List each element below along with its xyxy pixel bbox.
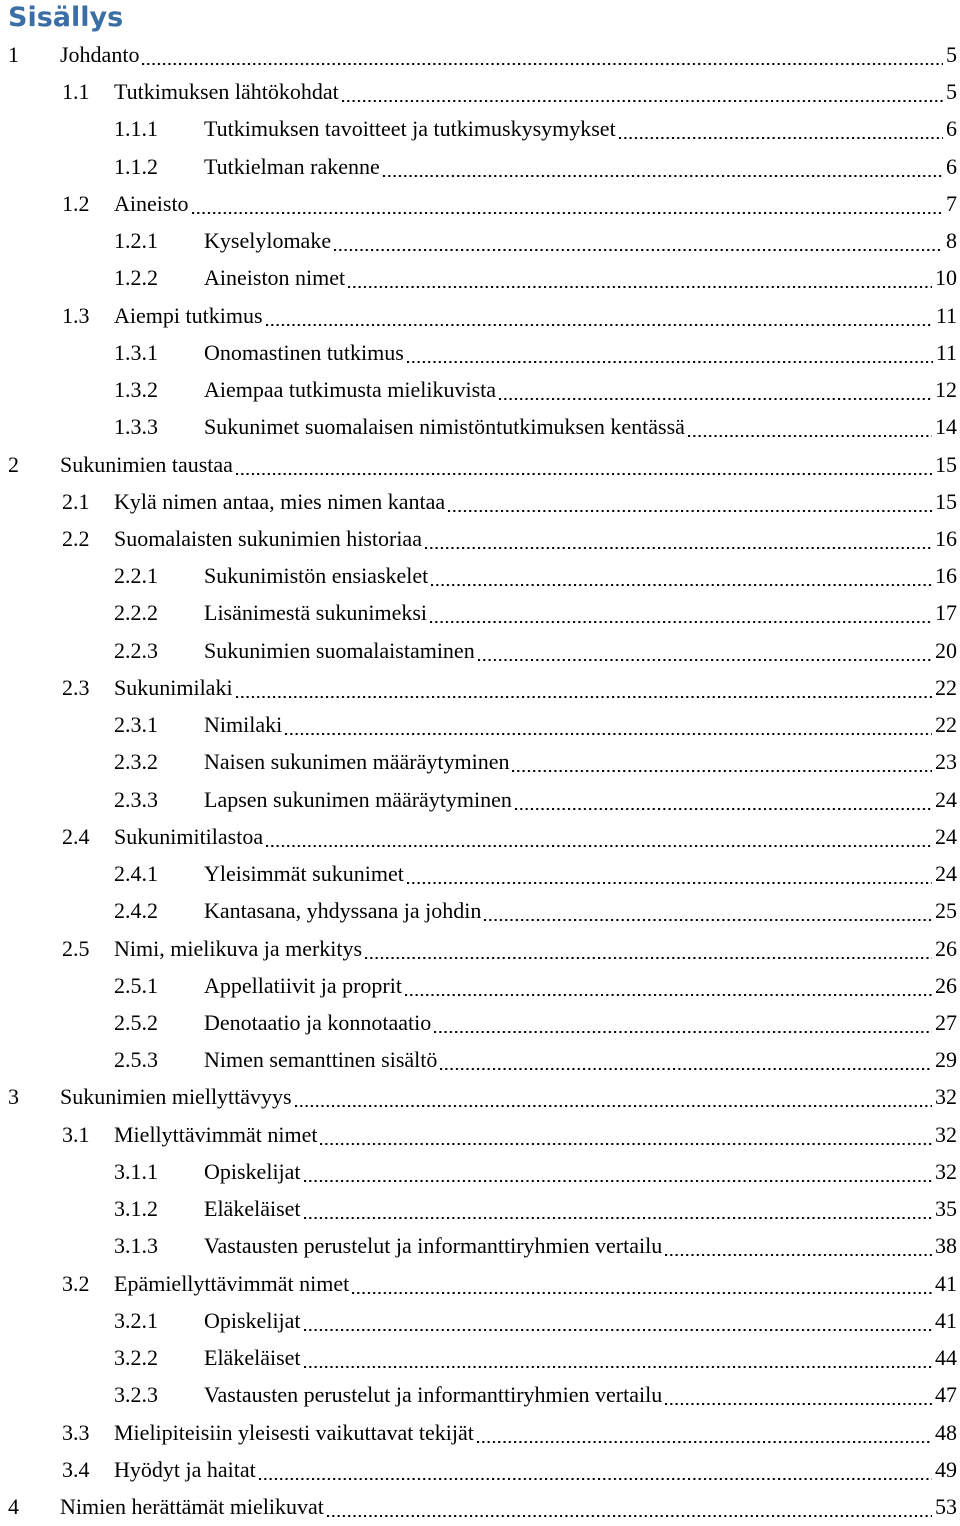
toc-entry[interactable]: [0, 446, 960, 484]
toc-entry-number: 1.3.1: [114, 339, 158, 365]
toc-entry[interactable]: [0, 1451, 960, 1489]
toc-entry[interactable]: [0, 781, 960, 819]
toc-entry-title: Lapsen sukunimen määräytyminen: [204, 786, 512, 812]
toc-entry-page: 24: [935, 823, 957, 849]
toc-entry-number: 1.3: [62, 302, 90, 328]
toc-entry-title: Epämiellyttävimmät nimet: [114, 1270, 350, 1296]
dot-leader: [327, 1515, 932, 1517]
toc-entry-title: Aineisto: [114, 190, 189, 216]
toc-entry[interactable]: [0, 818, 960, 856]
toc-entry-title: Vastausten perustelut ja informanttiryhmien vertailu: [204, 1233, 663, 1259]
toc-entry[interactable]: [0, 930, 960, 968]
toc-entry[interactable]: [0, 892, 960, 930]
dot-leader: [342, 100, 943, 102]
toc-entry-number: 3.1.2: [114, 1196, 158, 1222]
toc-entry[interactable]: [0, 259, 960, 297]
toc-entry[interactable]: [0, 855, 960, 893]
toc-entry[interactable]: [0, 1376, 960, 1414]
dot-leader: [259, 1478, 932, 1480]
dot-leader: [334, 249, 943, 251]
toc-entry-title: Sukunimet suomalaisen nimistöntutkimuksen kentässä: [204, 414, 685, 440]
toc-entry-title: Yleisimmät sukunimet: [204, 861, 404, 887]
toc-entry-page: 16: [935, 563, 957, 589]
toc-entry-page: 44: [935, 1345, 957, 1371]
dot-leader: [320, 1143, 932, 1145]
toc-entry[interactable]: [0, 1004, 960, 1042]
toc-entry-page: 22: [935, 674, 957, 700]
toc-entry-page: 17: [935, 600, 957, 626]
toc-entry-title: Eläkeläiset: [204, 1196, 301, 1222]
toc-entry[interactable]: [0, 1190, 960, 1228]
toc-entry-page: 24: [935, 861, 957, 887]
toc-entry-title: Aineiston nimet: [204, 265, 346, 291]
toc-entry-page: 32: [935, 1084, 957, 1110]
dot-leader: [688, 435, 932, 437]
dot-leader: [295, 1105, 932, 1107]
toc-entry-page: 6: [946, 116, 957, 142]
toc-entry-title: Sukunimien taustaa: [60, 451, 233, 477]
toc-entry-number: 3.2.2: [114, 1345, 158, 1371]
dot-leader: [434, 1031, 932, 1033]
toc-entry[interactable]: [0, 36, 960, 74]
toc-entry[interactable]: [0, 1227, 960, 1265]
toc-entry[interactable]: [0, 110, 960, 148]
toc-entry-page: 14: [935, 414, 957, 440]
toc-entry-page: 41: [935, 1270, 957, 1296]
toc-entry-number: 1.2.2: [114, 265, 158, 291]
toc-entry-page: 24: [935, 786, 957, 812]
dot-leader: [431, 584, 932, 586]
toc-entry[interactable]: [0, 1302, 960, 1340]
toc-entry-title: Eläkeläiset: [204, 1345, 301, 1371]
toc-entry-title: Nimien herättämät mielikuvat: [60, 1493, 324, 1519]
toc-entry-number: 1: [8, 42, 19, 67]
dot-leader: [236, 473, 932, 475]
dot-leader: [430, 621, 932, 623]
dot-leader: [665, 1254, 932, 1256]
dot-leader: [352, 1292, 932, 1294]
dot-leader: [440, 1068, 932, 1070]
toc-entry-number: 1.1.2: [114, 153, 158, 179]
toc-entry-number: 3.1: [62, 1121, 90, 1147]
dot-leader: [478, 659, 932, 661]
toc-entry-number: 2.3: [62, 674, 90, 700]
toc-entry-number: 2.5.1: [114, 972, 158, 998]
toc-entry[interactable]: [0, 1041, 960, 1079]
toc-entry-page: 41: [935, 1307, 957, 1333]
toc-entry[interactable]: [0, 1153, 960, 1191]
toc-entry-number: 3.1.1: [114, 1158, 158, 1184]
dot-leader: [304, 1180, 932, 1182]
toc-entry-number: 2.2.1: [114, 563, 158, 589]
toc-entry-page: 25: [935, 898, 957, 924]
dot-leader: [236, 696, 932, 698]
toc-entry-number: 2: [8, 451, 19, 477]
toc-entry-title: Nimilaki: [204, 712, 283, 738]
toc-entry[interactable]: [0, 1265, 960, 1303]
toc-entry-title: Tutkimuksen tavoitteet ja tutkimuskysymykset: [204, 116, 616, 142]
toc-entry-title: Kyselylomake: [204, 228, 332, 254]
dot-leader: [304, 1217, 932, 1219]
toc-entry-number: 2.5.3: [114, 1047, 158, 1073]
toc-entry-page: 38: [935, 1233, 957, 1259]
dot-leader: [285, 733, 932, 735]
toc-entry-page: 48: [935, 1419, 957, 1445]
toc-entry-page: 20: [935, 637, 957, 663]
toc-entry-number: 3.2: [62, 1270, 90, 1296]
toc-entry-title: Sukunimien miellyttävyys: [60, 1084, 292, 1110]
dot-leader: [405, 994, 932, 996]
dot-leader: [348, 286, 932, 288]
dot-leader: [425, 547, 932, 549]
toc-entry[interactable]: [0, 520, 960, 558]
toc-entry-page: 29: [935, 1047, 957, 1073]
toc-entry-page: 12: [935, 377, 957, 403]
toc-entry-page: 27: [935, 1009, 957, 1035]
toc-entry-number: 2.3.1: [114, 712, 158, 738]
toc-entry[interactable]: [0, 967, 960, 1005]
toc-entry[interactable]: [0, 1339, 960, 1377]
dot-leader: [407, 882, 932, 884]
toc-entry[interactable]: [0, 1488, 960, 1526]
toc-entry-page: 35: [935, 1196, 957, 1222]
toc-entry-title: Sukunimilaki: [114, 674, 233, 700]
dot-leader: [499, 398, 932, 400]
toc-entry-title: Vastausten perustelut ja informanttiryhmien vertailu: [204, 1382, 663, 1408]
toc-entry-page: 23: [935, 749, 957, 775]
toc-entry-number: 1.3.3: [114, 414, 158, 440]
toc-entry[interactable]: [0, 148, 960, 186]
toc-entry-title: Denotaatio ja konnotaatio: [204, 1009, 432, 1035]
toc-entry-number: 2.4: [62, 823, 90, 849]
toc-entry-page: 8: [946, 228, 957, 254]
toc-entry-title: Aiempi tutkimus: [114, 302, 263, 328]
toc-entry-page: 11: [935, 302, 957, 328]
toc-entry-title: Nimi, mielikuva ja merkitys: [114, 935, 363, 961]
toc-entry-title: Aiempaa tutkimusta mielikuvista: [204, 377, 497, 403]
toc-entry-number: 2.5: [62, 935, 90, 961]
toc-entry-number: 2.2.2: [114, 600, 158, 626]
toc-entry-title: Sukunimien suomalaistaminen: [204, 637, 475, 663]
dot-leader: [304, 1329, 932, 1331]
toc-entry-page: 15: [935, 488, 957, 514]
toc-entry-number: 3.3: [62, 1419, 90, 1445]
toc-entry-number: 3.4: [62, 1456, 90, 1482]
toc-entry-number: 1.2: [62, 190, 90, 216]
toc-entry-title: Mielipiteisiin yleisesti vaikuttavat tekijät: [114, 1419, 474, 1445]
toc-entry[interactable]: [0, 1078, 960, 1116]
toc-entry[interactable]: [0, 371, 960, 409]
toc-entry-page: 47: [935, 1382, 957, 1408]
dot-leader: [619, 137, 943, 139]
toc-entry-title: Hyödyt ja haitat: [114, 1456, 256, 1482]
toc-entry[interactable]: [0, 557, 960, 595]
toc-entry[interactable]: [0, 706, 960, 744]
toc-entry[interactable]: [0, 1414, 960, 1452]
toc-entry-title: Opiskelijat: [204, 1307, 301, 1333]
toc-entry-page: 32: [935, 1121, 957, 1147]
toc-entry-title: Opiskelijat: [204, 1158, 301, 1184]
toc-entry-number: 4: [8, 1493, 19, 1519]
toc-entry[interactable]: [0, 334, 960, 372]
toc-entry-number: 2.4.1: [114, 861, 158, 887]
toc-entry-page: 32: [935, 1158, 957, 1184]
dot-leader: [515, 808, 932, 810]
toc-entry-title: Kantasana, yhdyssana ja johdin: [204, 898, 482, 924]
toc-heading: Sisällys: [8, 2, 124, 33]
toc-entry-page: 26: [935, 935, 957, 961]
toc-entry-number: 2.4.2: [114, 898, 158, 924]
toc-entry-title: Appellatiivit ja proprit: [204, 972, 402, 998]
dot-leader: [383, 175, 943, 177]
toc-entry-page: 10: [935, 265, 957, 291]
toc-entry-number: 1.1: [62, 79, 90, 105]
toc-entry-page: 15: [935, 451, 957, 477]
toc-entry-page: 53: [935, 1493, 957, 1519]
toc-entry-page: 5: [946, 42, 957, 67]
toc-entry-page: 16: [935, 525, 957, 551]
toc-entry-title: Nimen semanttinen sisältö: [204, 1047, 438, 1073]
toc-entry-number: 2.5.2: [114, 1009, 158, 1035]
toc-entry-title: Kylä nimen antaa, mies nimen kantaa: [114, 488, 446, 514]
dot-leader: [365, 957, 932, 959]
dot-leader: [266, 324, 933, 326]
toc-entry-title: Lisänimestä sukunimeksi: [204, 600, 428, 626]
toc-entry-number: 3.2.1: [114, 1307, 158, 1333]
toc-entry-number: 1.3.2: [114, 377, 158, 403]
toc-entry[interactable]: [0, 632, 960, 670]
toc-entry[interactable]: [0, 222, 960, 260]
toc-entry-page: 49: [935, 1456, 957, 1482]
toc-entry-page: 11: [935, 339, 957, 365]
toc-entry-number: 1.2.1: [114, 228, 158, 254]
toc-entry-number: 3.2.3: [114, 1382, 158, 1408]
toc-entry-number: 2.2.3: [114, 637, 158, 663]
dot-leader: [484, 919, 932, 921]
dot-leader: [142, 63, 943, 65]
toc-entry-number: 1.1.1: [114, 116, 158, 142]
toc-entry-title: Tutkimuksen lähtökohdat: [114, 79, 339, 105]
toc-entry-title: Miellyttävimmät nimet: [114, 1121, 318, 1147]
toc-entry[interactable]: [0, 594, 960, 632]
dot-leader: [192, 212, 943, 214]
toc-entry-number: 2.3.2: [114, 749, 158, 775]
dot-leader: [448, 510, 932, 512]
toc-entry-number: 3: [8, 1084, 19, 1110]
toc-entry-title: Johdanto: [60, 42, 140, 67]
dot-leader: [477, 1441, 932, 1443]
toc-entry[interactable]: [0, 408, 960, 446]
toc-entry-title: Suomalaisten sukunimien historiaa: [114, 525, 422, 551]
toc-entry[interactable]: [0, 297, 960, 335]
toc-entry-number: 2.3.3: [114, 786, 158, 812]
toc-entry[interactable]: [0, 185, 960, 223]
toc-entry[interactable]: [0, 1116, 960, 1154]
toc-entry[interactable]: [0, 669, 960, 707]
toc-entry[interactable]: [0, 483, 960, 521]
toc-entry-title: Tutkielman rakenne: [204, 153, 380, 179]
toc-entry-page: 26: [935, 972, 957, 998]
toc-entry-title: Onomastinen tutkimus: [204, 339, 404, 365]
toc-entry-page: 6: [946, 153, 957, 179]
dot-leader: [304, 1366, 932, 1368]
toc-entry-number: 2.2: [62, 525, 90, 551]
dot-leader: [266, 845, 932, 847]
toc-entry-number: 3.1.3: [114, 1233, 158, 1259]
toc-entry[interactable]: [0, 743, 960, 781]
toc-entry-page: 5: [946, 79, 957, 105]
dot-leader: [665, 1403, 932, 1405]
toc-entry-page: 7: [946, 190, 957, 216]
toc-entry-number: 2.1: [62, 488, 90, 514]
toc-entry-page: 22: [935, 712, 957, 738]
toc-entry[interactable]: [0, 73, 960, 111]
toc-entry-title: Naisen sukunimen määräytyminen: [204, 749, 510, 775]
toc-entry-title: Sukunimistön ensiaskelet: [204, 563, 429, 589]
dot-leader: [407, 361, 933, 363]
dot-leader: [512, 770, 932, 772]
toc-entry-title: Sukunimitilastoa: [114, 823, 264, 849]
